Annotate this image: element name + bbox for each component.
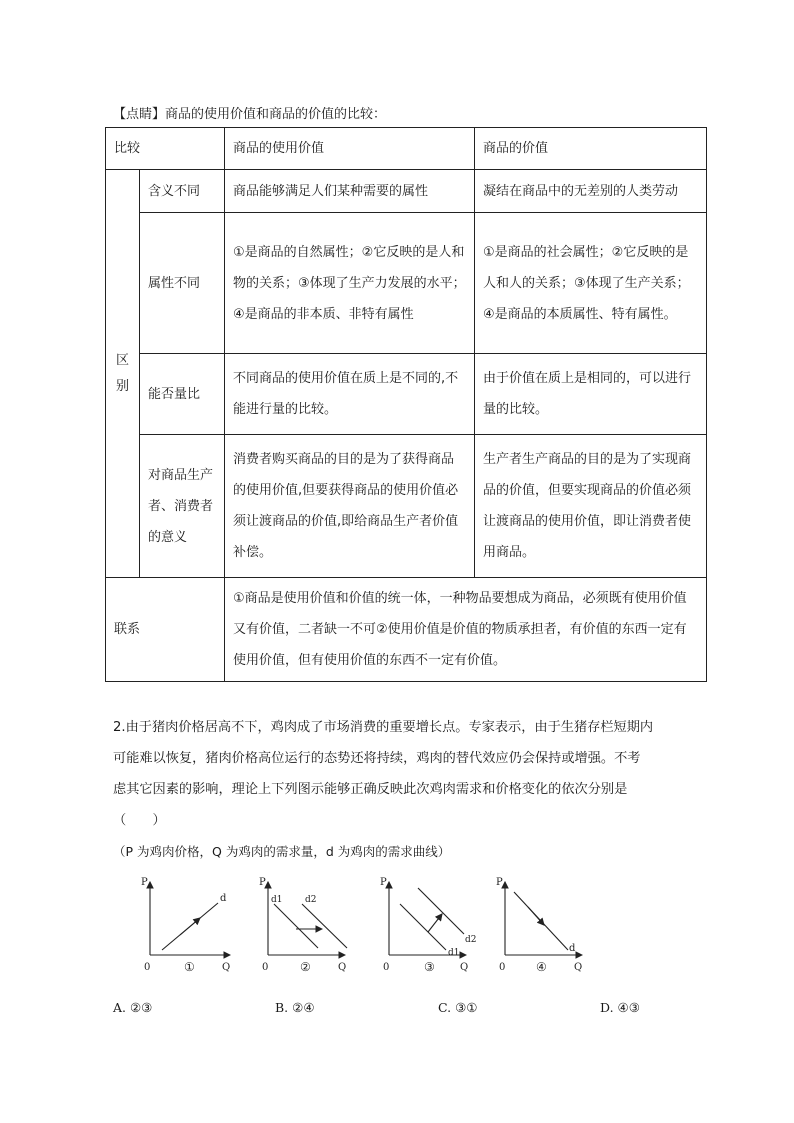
question-line: 可能难以恢复，猪肉价格高位运行的态势还将持续，鸡肉的替代效应仍会保持或增强。不考 bbox=[113, 751, 641, 766]
shift-arrow bbox=[180, 918, 200, 935]
choice-a[interactable]: A. ②③ bbox=[113, 1000, 153, 1015]
variable-note: （P 为鸡肉价格，Q 为鸡肉的需求量，d 为鸡肉的需求曲线） bbox=[113, 844, 451, 859]
header-compare: 比较 bbox=[106, 128, 225, 170]
header-use-value: 商品的使用价值 bbox=[225, 128, 475, 170]
row-label: 含义不同 bbox=[140, 170, 225, 213]
axis-label-q: Q bbox=[574, 962, 583, 973]
graph-number: ① bbox=[184, 960, 195, 974]
graph-number: ④ bbox=[536, 960, 547, 974]
curve-label-d2: d2 bbox=[305, 895, 317, 905]
axis-label-p: P bbox=[141, 877, 148, 888]
curve-label-d: d bbox=[569, 943, 576, 954]
axis-label-p: P bbox=[259, 877, 266, 888]
cell-value: 由于价值在质上是相同的，可以进行量的比较。 bbox=[475, 354, 707, 435]
axis-label-p: P bbox=[496, 877, 503, 888]
group-label-difference: 区别 bbox=[106, 170, 140, 578]
graph-4 bbox=[496, 877, 582, 974]
row-label: 对商品生产者、消费者的意义 bbox=[140, 435, 225, 578]
cell-value: 生产者生产商品的目的是为了实现商品的价值，但要实现商品的价值必须让渡商品的使用价值，即让消费者使用商品。 bbox=[475, 435, 707, 578]
header-value: 商品的价值 bbox=[475, 128, 707, 170]
curve-label-d1: d1 bbox=[271, 895, 283, 905]
choice-c[interactable]: C. ③① bbox=[438, 1000, 478, 1015]
cell-use-value: 不同商品的使用价值在质上是不同的,不能进行量的比较。 bbox=[225, 354, 475, 435]
cell-use-value: 商品能够满足人们某种需要的属性 bbox=[225, 170, 475, 213]
row-label: 属性不同 bbox=[140, 213, 225, 354]
movement-arrow bbox=[528, 907, 544, 925]
origin-label: 0 bbox=[262, 962, 269, 973]
demand-curve-d1 bbox=[400, 904, 446, 950]
cell-value: 凝结在商品中的无差别的人类劳动 bbox=[475, 170, 707, 213]
origin-label: 0 bbox=[144, 962, 151, 973]
choice-b[interactable]: B. ②④ bbox=[275, 1000, 315, 1015]
cell-use-value: 消费者购买商品的目的是为了获得商品的使用价值,但要获得商品的使用价值必须让渡商品的价值,即给商品生产者价值补偿。 bbox=[225, 435, 475, 578]
choice-d[interactable]: D. ④③ bbox=[600, 1000, 640, 1015]
demand-curve-d1 bbox=[274, 904, 318, 948]
axis-label-p: P bbox=[380, 877, 387, 888]
graph-3 bbox=[380, 877, 477, 974]
origin-label: 0 bbox=[383, 962, 390, 973]
demand-curve-d2 bbox=[418, 888, 464, 934]
curve-label-d1: d1 bbox=[448, 948, 460, 958]
curve-label-d2: d2 bbox=[465, 935, 477, 945]
link-label: 联系 bbox=[106, 578, 225, 682]
section-heading: 【点睛】商品的使用价值和商品的价值的比较： bbox=[113, 107, 387, 122]
answer-blank: （ ） bbox=[113, 813, 166, 828]
curve-label-d: d bbox=[220, 893, 227, 904]
origin-label: 0 bbox=[499, 962, 506, 973]
shift-arrow bbox=[428, 914, 442, 932]
graph-1 bbox=[141, 877, 230, 974]
cell-value: ①是商品的社会属性；②它反映的是人和人的关系；③体现了生产关系；④是商品的本质属性、特有属性。 bbox=[475, 213, 707, 354]
link-text: ①商品是使用价值和价值的统一体，一种物品要想成为商品，必须既有使用价值又有价值，二者缺一不可②使用价值是价值的物质承担者，有价值的东西一定有使用价值，但有使用价值的东西不一定有价值。 bbox=[225, 578, 707, 682]
graph-number: ③ bbox=[424, 960, 435, 974]
axis-label-q: Q bbox=[460, 962, 469, 973]
question-line: 虑其它因素的影响，理论上下列图示能够正确反映此次鸡肉需求和价格变化的依次分别是 bbox=[113, 782, 628, 797]
graph-2 bbox=[259, 877, 347, 974]
axis-label-q: Q bbox=[222, 962, 231, 973]
graph-number: ② bbox=[300, 960, 311, 974]
axis-label-q: Q bbox=[338, 962, 347, 973]
demand-curve-d2 bbox=[302, 904, 347, 948]
row-label: 能否量比 bbox=[140, 354, 225, 435]
cell-use-value: ①是商品的自然属性；②它反映的是人和物的关系；③体现了生产力发展的水平；④是商品的非本质、非特有属性 bbox=[225, 213, 475, 354]
question-line: 2.由于猪肉价格居高不下，鸡肉成了市场消费的重要增长点。专家表示，由于生猪存栏短期内 bbox=[113, 720, 654, 735]
